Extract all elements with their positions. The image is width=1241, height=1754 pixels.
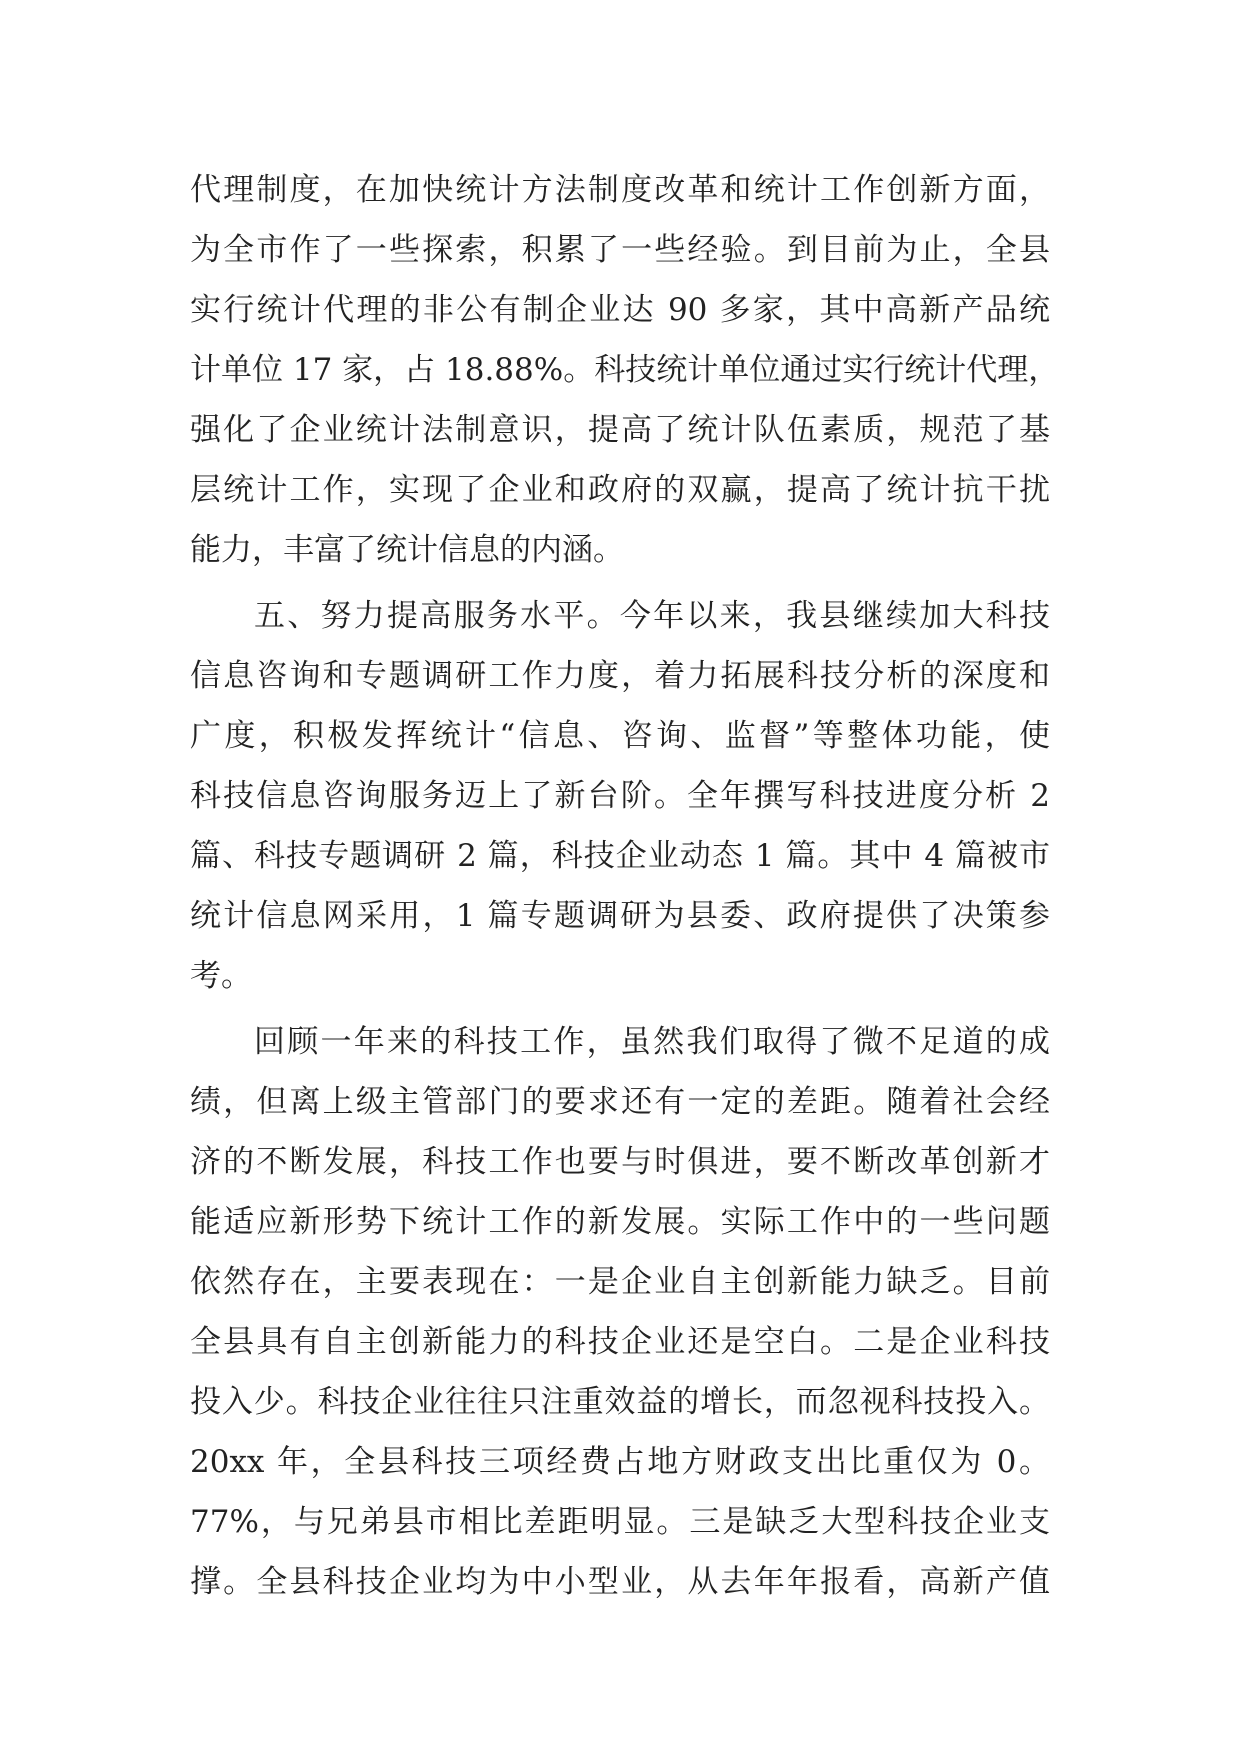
text-line: 回顾一年来的科技工作，虽然我们取得了微不足道的成: [254, 1024, 1050, 1060]
text-line: 能适应新形势下统计工作的新发展。实际工作中的一些问题: [190, 1204, 1050, 1240]
text-line: 投入少。科技企业往往只注重效益的增长，而忽视科技投入。: [190, 1384, 1050, 1420]
text-line: 依然存在，主要表现在：一是企业自主创新能力缺乏。目前: [190, 1264, 1050, 1300]
text-line: 为全市作了一些探索，积累了一些经验。到目前为止，全县: [190, 232, 1050, 268]
text-line: 20xx 年，全县科技三项经费占地方财政支出比重仅为 0。: [190, 1444, 1050, 1480]
text-line: 层统计工作，实现了企业和政府的双赢，提高了统计抗干扰: [190, 472, 1050, 508]
text-line: 信息咨询和专题调研工作力度，着力拓展科技分析的深度和: [190, 658, 1050, 694]
text-line: 77%，与兄弟县市相比差距明显。三是缺乏大型科技企业支: [190, 1504, 1050, 1540]
paragraph-1: [190, 160, 1060, 580]
text-line: 广度，积极发挥统计“信息、咨询、监督”等整体功能，使: [190, 718, 1050, 754]
text-line: 计单位 17 家，占 18.88%。科技统计单位通过实行统计代理，: [190, 352, 1060, 388]
text-line: 科技信息咨询服务迈上了新台阶。全年撰写科技进度分析 2: [190, 778, 1050, 814]
text-line: 考。: [190, 958, 252, 994]
text-line: 统计信息网采用，1 篇专题调研为县委、政府提供了决策参: [190, 898, 1050, 934]
text-line: 绩，但离上级主管部门的要求还有一定的差距。随着社会经: [190, 1084, 1050, 1120]
text-line: 强化了企业统计法制意识，提高了统计队伍素质，规范了基: [190, 412, 1050, 448]
text-line: 五、努力提高服务水平。今年以来，我县继续加大科技: [254, 598, 1050, 634]
text-line: 济的不断发展，科技工作也要与时俱进，要不断改革创新才: [190, 1144, 1050, 1180]
paragraph-3: [190, 1012, 1050, 1612]
text-line: 代理制度，在加快统计方法制度改革和统计工作创新方面，: [190, 172, 1050, 208]
text-line: 能力，丰富了统计信息的内涵。: [190, 532, 624, 568]
paragraph-2: [190, 586, 1050, 1006]
text-line: 篇、科技专题调研 2 篇，科技企业动态 1 篇。其中 4 篇被市: [190, 838, 1050, 874]
text-line: 撑。全县科技企业均为中小型业，从去年年报看，高新产值: [190, 1564, 1050, 1600]
text-line: 全县具有自主创新能力的科技企业还是空白。二是企业科技: [190, 1324, 1050, 1360]
text-line: 实行统计代理的非公有制企业达 90 多家，其中高新产品统: [190, 292, 1050, 328]
document-body: [190, 160, 1060, 1612]
